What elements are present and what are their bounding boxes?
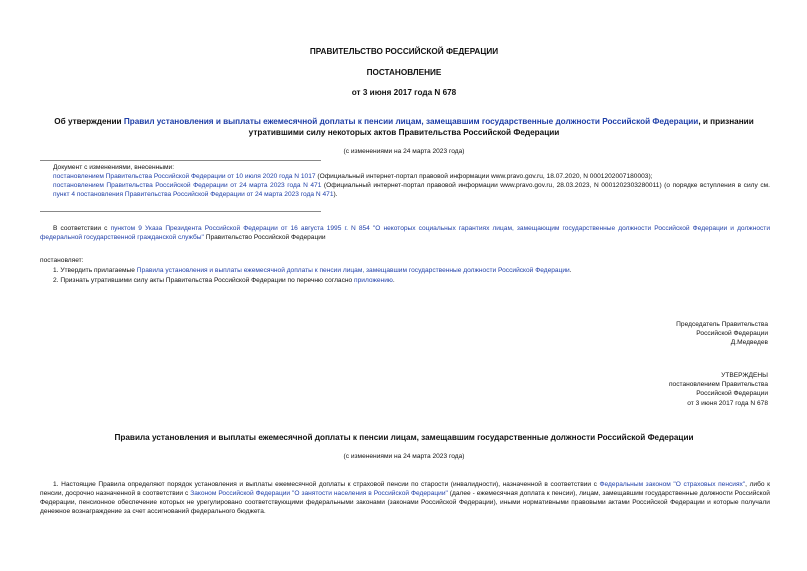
- signature-line-3: Д.Медведев: [730, 339, 768, 347]
- preamble-suffix: Правительство Российской Федерации: [203, 233, 326, 241]
- change-1-link[interactable]: постановлением Правительства Российской Федерации от 10 июля 2020 года N 1017: [53, 172, 316, 180]
- preamble-paragraph: [40, 225, 770, 243]
- changes-intro: Документ с изменениями, внесенными:: [53, 164, 175, 171]
- document-type: ПОСТАНОВЛЕНИЕ: [366, 68, 442, 77]
- change-2-text: (Официальный интернет-портал правовой информации www.pravo.gov.ru, 28.03.2023, N 0001202303280011) (о порядке вступления в силу см.: [321, 181, 770, 189]
- point-2-prefix: 2. Признать утратившими силу акты Правительства Российской Федерации по перечню согласно: [53, 277, 355, 284]
- rules-p1-prefix: 1. Настоящие Правила определяют порядок установления и выплаты ежемесячной доплаты к страховой пенсии по старости (инвалидности), назначенной в соответствии с: [53, 481, 600, 488]
- approval-block: [669, 371, 768, 408]
- rules-p1-pension-law-link[interactable]: Федеральным законом "О страховых пенсиях": [599, 481, 746, 488]
- rules-p1-mid: , либо к пенсии, досрочно назначенной в соответствии с: [40, 481, 771, 497]
- point-2: [53, 277, 770, 286]
- title-suffix: , и признании утратившими силу некоторых актов Правительства Российской Федерации: [248, 117, 754, 137]
- changes-box-top-divider: [40, 160, 321, 161]
- rules-p1-end: (далее - ежемесячная доплата к пенсии), лицам, замещавшим государственные должности Российской Федерации, пенсионное обеспечение которых не урегулировано соответствующими федеральными законами (законами Российской Федерации), иными нормативными правовыми актами Российской Федерации и которые получали денежное вознаграждение за счет ассигнований федерального бюджета.: [40, 489, 770, 515]
- approval-line-4: от 3 июня 2017 года N 678: [687, 399, 768, 407]
- point-1-prefix: 1. Утвердить прилагаемые: [53, 267, 137, 274]
- point-1: [53, 267, 770, 276]
- point-1-end: .: [569, 267, 572, 274]
- change-2-link[interactable]: постановлением Правительства Российской Федерации от 24 марта 2023 года N 471: [53, 181, 322, 189]
- rules-p1-employment-law-link[interactable]: Законом Российской Федерации "О занятости населения в Российской Федерации": [190, 489, 448, 497]
- preamble-prefix: В соответствии с: [53, 225, 111, 232]
- decides-text: постановляет:: [40, 257, 84, 264]
- government-heading: ПРАВИТЕЛЬСТВО РОССИЙСКОЙ ФЕДЕРАЦИИ: [309, 47, 499, 56]
- revision-note: (с изменениями на 24 марта 2023 года): [343, 148, 465, 155]
- signature-block: [676, 320, 768, 348]
- point-2-end: .: [392, 277, 395, 284]
- point-1-rules-link[interactable]: Правила установления и выплаты ежемесячной доплаты к пенсии лицам, замещавшим государственные должности Российской Федерации: [136, 267, 570, 274]
- change-1-text: (Официальный интернет-портал правовой информации www.pravo.gov.ru, 18.07.2020, N 0001202007180003);: [315, 172, 653, 180]
- change-item-1: [53, 173, 770, 182]
- approval-line-2: постановлением Правительства: [668, 381, 768, 389]
- rules-title: Правила установления и выплаты ежемесячной доплаты к пенсии лицам, замещавшим государственные должности Российской Федерации: [114, 433, 694, 442]
- rules-paragraph-1: [40, 481, 770, 517]
- signature-line-2: Российской Федерации: [696, 330, 768, 338]
- title-rules-link[interactable]: Правил установления и выплаты ежемесячной доплаты к пенсии лицам, замещавшим государственные должности Российской Федерации: [123, 117, 699, 126]
- change-2-end: ).: [333, 190, 338, 198]
- preamble-decree-link[interactable]: пунктом 9 Указа Президента Российской Федерации от 16 августа 1995 г. N 854 "О некоторых социальных гарантиях лицам, замещающим государственные должности Российской Федерации и должности федеральной государственной гражданской службы": [40, 225, 771, 241]
- change-2-point-link[interactable]: пункт 4 постановления Правительства Российской Федерации от 24 марта 2023 года N 471: [53, 190, 334, 198]
- document-title: [40, 117, 768, 138]
- changes-box: [53, 164, 770, 200]
- change-item-2: [53, 182, 770, 200]
- approval-line-1: УТВЕРЖДЕНЫ: [721, 372, 768, 379]
- approval-line-3: Российской Федерации: [696, 390, 768, 398]
- document-date-number: от 3 июня 2017 года N 678: [351, 88, 457, 97]
- signature-line-1: Председатель Правительства: [676, 321, 768, 328]
- rules-revision-note: (с изменениями на 24 марта 2023 года): [343, 453, 465, 460]
- changes-box-bottom-divider: [40, 211, 321, 212]
- title-prefix: Об утверждении: [54, 117, 124, 126]
- point-2-appendix-link[interactable]: приложению: [354, 277, 393, 284]
